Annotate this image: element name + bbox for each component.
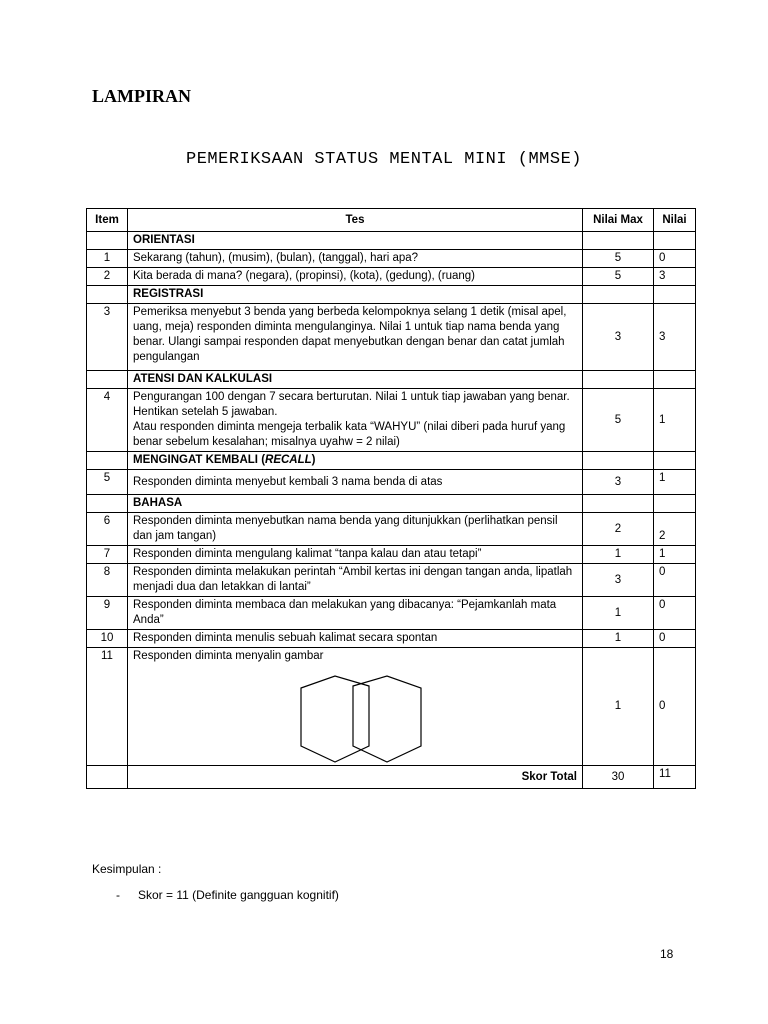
- table-row: [87, 389, 696, 452]
- max-score: 5: [583, 268, 654, 286]
- section-row-bahasa: [87, 495, 696, 513]
- max-score: 1: [583, 546, 654, 564]
- section-row-registrasi: [87, 286, 696, 304]
- table-row: [87, 304, 696, 371]
- patient-score: 0: [654, 630, 696, 648]
- max-score: 1: [583, 648, 654, 766]
- total-row: [87, 766, 696, 789]
- conclusion-text: Skor = 11 (Definite gangguan kognitif): [138, 888, 339, 902]
- patient-score: 0: [654, 250, 696, 268]
- test-description-line: Atau responden diminta mengeja terbalik kata “WAHYU” (nilai diberi pada huruf yang benar sebelum kesalahan; misalnya uyahw = 2 nilai): [133, 421, 566, 448]
- bullet-marker: -: [116, 888, 120, 902]
- table-row: [87, 250, 696, 268]
- header-item: Item: [87, 209, 128, 232]
- test-description: Responden diminta menyebutkan nama benda yang ditunjukkan (perlihatkan pensil dan jam tangan): [128, 513, 583, 546]
- item-number: 11: [87, 648, 128, 766]
- section-label-prefix: MENGINGAT KEMBALI (: [133, 454, 266, 466]
- table-header-row: [87, 209, 696, 232]
- table-row: [87, 597, 696, 630]
- patient-score: 0: [654, 597, 696, 630]
- section-row-orientasi: [87, 232, 696, 250]
- table-row: [87, 470, 696, 495]
- document-title: PEMERIKSAAN STATUS MENTAL MINI (MMSE): [186, 150, 582, 169]
- item-number: 2: [87, 268, 128, 286]
- overlapping-pentagons-figure: [283, 672, 435, 764]
- section-label-emphasis: RECALL: [265, 454, 312, 466]
- test-description: Responden diminta membaca dan melakukan yang dibacanya: “Pejamkanlah mata Anda”: [128, 597, 583, 630]
- test-description: Responden diminta mengulang kalimat “tanpa kalau dan atau tetapi”: [128, 546, 583, 564]
- section-label: BAHASA: [128, 495, 583, 513]
- patient-score: 3: [654, 268, 696, 286]
- table-row: [87, 546, 696, 564]
- section-label: ORIENTASI: [128, 232, 583, 250]
- page-number: 18: [660, 947, 674, 961]
- section-row-atensi: [87, 371, 696, 389]
- section-label: [128, 452, 583, 470]
- item-number: 6: [87, 513, 128, 546]
- test-description: Sekarang (tahun), (musim), (bulan), (tanggal), hari apa?: [128, 250, 583, 268]
- item-number: 10: [87, 630, 128, 648]
- conclusion-label: Kesimpulan :: [92, 862, 162, 876]
- total-score: 11: [654, 766, 696, 789]
- header-score: Nilai: [654, 209, 696, 232]
- patient-score: 0: [654, 564, 696, 597]
- test-description: [128, 389, 583, 452]
- test-description: Responden diminta melakukan perintah “Ambil kertas ini dengan tangan anda, lipatlah menjadi dua dan letakkan di lantai”: [128, 564, 583, 597]
- section-label: REGISTRASI: [128, 286, 583, 304]
- max-score: 5: [583, 250, 654, 268]
- header-max: Nilai Max: [583, 209, 654, 232]
- item-number: 4: [87, 389, 128, 452]
- test-description: Kita berada di mana? (negara), (propinsi), (kota), (gedung), (ruang): [128, 268, 583, 286]
- header-test: Tes: [128, 209, 583, 232]
- patient-score: 3: [654, 304, 696, 371]
- max-score: 2: [583, 513, 654, 546]
- item-number: 8: [87, 564, 128, 597]
- item-number: 5: [87, 470, 128, 495]
- section-label-suffix: ): [311, 454, 316, 466]
- test-description-line: Pengurangan 100 dengan 7 secara berturutan. Nilai 1 untuk tiap jawaban yang benar. Hentikan setelah 5 jawaban.: [133, 391, 570, 418]
- conclusion-bullet: [116, 888, 339, 902]
- test-description: [128, 648, 583, 766]
- table-row: [87, 648, 696, 766]
- test-description: Responden diminta menulis sebuah kalimat secara spontan: [128, 630, 583, 648]
- item-number: 3: [87, 304, 128, 371]
- patient-score: 0: [654, 648, 696, 766]
- max-score: 3: [583, 304, 654, 371]
- table-row: [87, 630, 696, 648]
- max-score: 1: [583, 597, 654, 630]
- item-number: 7: [87, 546, 128, 564]
- section-row-recall: [87, 452, 696, 470]
- item-number: 9: [87, 597, 128, 630]
- patient-score: 1: [654, 546, 696, 564]
- max-score: 1: [583, 630, 654, 648]
- table-row: [87, 268, 696, 286]
- patient-score: 1: [654, 470, 696, 495]
- max-score: 5: [583, 389, 654, 452]
- table-row: [87, 513, 696, 546]
- appendix-heading: LAMPIRAN: [92, 86, 191, 106]
- max-score: 3: [583, 564, 654, 597]
- test-description: Pemeriksa menyebut 3 benda yang berbeda kelompoknya selang 1 detik (misal apel, uang, meja) responden diminta mengulanginya. Nilai 1 untuk tiap nama benda yang benar. Ulangi sampai responden dapat menyebutkan dengan benar dan catat jumlah pengulangan: [128, 304, 583, 371]
- test-description-line: Responden diminta menyalin gambar: [133, 650, 324, 662]
- total-label: Skor Total: [128, 766, 583, 789]
- section-label: ATENSI DAN KALKULASI: [128, 371, 583, 389]
- patient-score: 2: [654, 513, 696, 546]
- total-max: 30: [583, 766, 654, 789]
- mmse-table: [86, 208, 696, 789]
- max-score: 3: [583, 470, 654, 495]
- item-number: 1: [87, 250, 128, 268]
- test-description: Responden diminta menyebut kembali 3 nama benda di atas: [128, 470, 583, 495]
- patient-score: 1: [654, 389, 696, 452]
- table-row: [87, 564, 696, 597]
